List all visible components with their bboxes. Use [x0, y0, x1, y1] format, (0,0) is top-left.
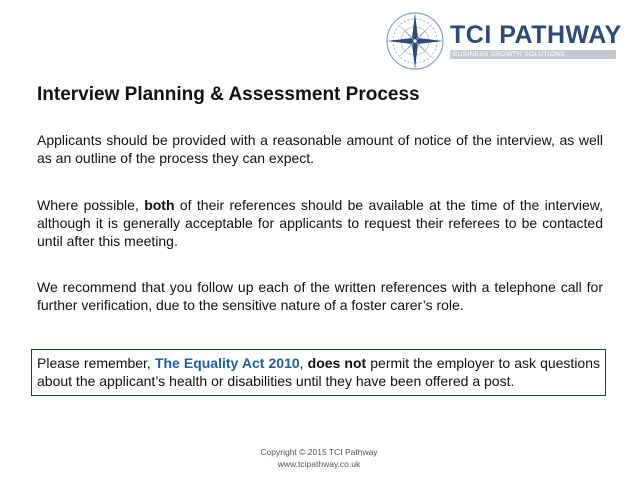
notice-text: Please remember,	[37, 355, 155, 371]
notice-text: permit the employer to ask questions about the applicant’s health or disabilities until they have been offered a post.	[37, 355, 601, 389]
compass-rose-icon	[384, 10, 446, 72]
page-title: Interview Planning & Assessment Process	[37, 84, 420, 105]
notice-text: ,	[299, 355, 308, 371]
emphasis-does-not: does not	[307, 355, 367, 371]
brand-logo	[384, 10, 620, 72]
equality-act-name: The Equality Act 2010	[154, 355, 300, 371]
brand-tagline: BUSINESS GROWTH SOLUTIONS	[450, 50, 616, 59]
paragraph-text: Where possible,	[37, 197, 145, 213]
footer-website-link[interactable]: www.tcipathway.co.uk	[277, 459, 361, 469]
paragraph-text: of their references should be available at the time of the interview, although it is generally acceptable for applicants to request their referees to be contacted until after this meeting.	[37, 197, 603, 249]
emphasis-both: both	[144, 197, 175, 213]
equality-act-notice-box	[31, 349, 606, 396]
brand-name: TCI PATHWAY	[450, 21, 622, 49]
footer-copyright: Copyright © 2015 TCI Pathway	[260, 447, 378, 457]
paragraph-telephone-follow-up: We recommend that you follow up each of the written references with a telephone call for further verification, due to the sensitive nature of a foster carer’s role.	[37, 279, 603, 313]
paragraph-notice-of-interview: Applicants should be provided with a reasonable amount of notice of the interview, as well as an outline of the process they can expect.	[37, 132, 603, 166]
paragraph-references-availability	[37, 196, 603, 250]
footer	[219, 446, 419, 470]
